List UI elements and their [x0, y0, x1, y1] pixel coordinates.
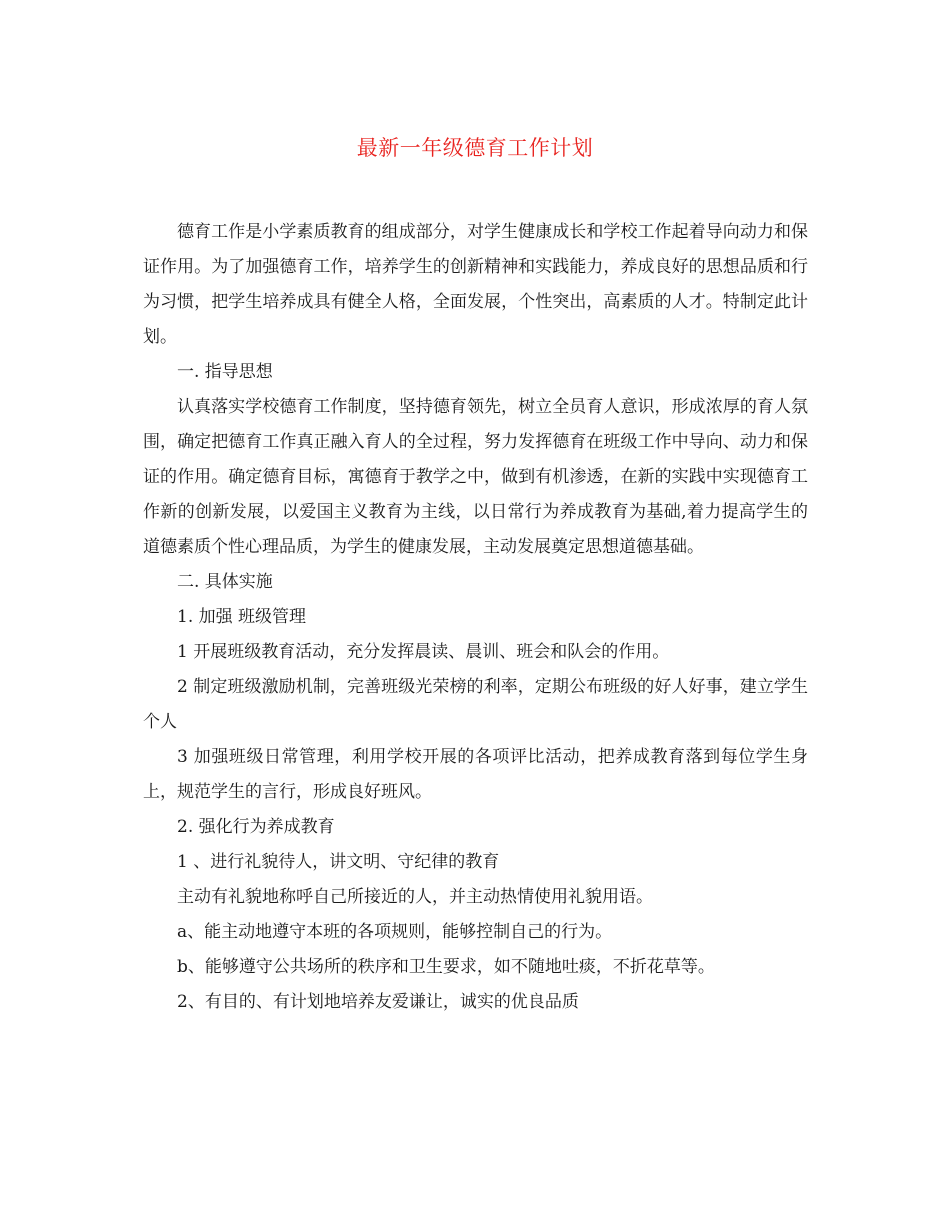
list-item: 3 加强班级日常管理，利用学校开展的各项评比活动，把养成教育落到每位学生身上，规范学生的言行，形成良好班风。	[143, 747, 808, 802]
section-heading-guiding-ideology: 一. 指导思想	[177, 362, 273, 382]
intro-paragraph: 德育工作是小学素质教育的组成部分，对学生健康成长和学校工作起着导向动力和保证作用。为了加强德育工作，培养学生的创新精神和实践能力，养成良好的思想品质和行为习惯，把学生培养成具有健全人格，全面发展，个性突出，高素质的人才。特制定此计划。	[143, 222, 808, 347]
guiding-ideology-paragraph: 认真落实学校德育工作制度，坚持德育领先，树立全员育人意识，形成浓厚的育人氛围，确定把德育工作真正融入育人的全过程，努力发挥德育在班级工作中导向、动力和保证的作用。确定德育目标，寓德育于教学之中，做到有机渗透，在新的实践中实现德育工作新的创新发展，以爱国主义教育为主线，以日常行为养成教育为基础,着力提高学生的道德素质个性心理品质，为学生的健康发展，主动发展奠定思想道德基础。	[143, 397, 808, 557]
list-item: 2、有目的、有计划地培养友爱谦让，诚实的优良品质	[177, 992, 579, 1012]
list-item: b、能够遵守公共场所的秩序和卫生要求，如不随地吐痰，不折花草等。	[177, 957, 715, 977]
subheading-behavior-education: 2. 强化行为养成教育	[177, 817, 335, 837]
document-title: 最新一年级德育工作计划	[356, 136, 594, 160]
list-item: a、能主动地遵守本班的各项规则，能够控制自己的行为。	[177, 922, 613, 942]
list-item: 主动有礼貌地称呼自己所接近的人，并主动热情使用礼貌用语。	[177, 887, 653, 907]
list-item: 2 制定班级激励机制，完善班级光荣榜的利率，定期公布班级的好人好事，建立学生个人	[143, 677, 808, 732]
list-item: 1 、进行礼貌待人，讲文明、守纪律的教育	[177, 852, 500, 872]
document-body	[143, 215, 808, 1020]
list-item: 1 开展班级教育活动，充分发挥晨读、晨训、班会和队会的作用。	[177, 642, 670, 662]
subheading-class-management: 1. 加强 班级管理	[177, 607, 307, 627]
section-heading-implementation: 二. 具体实施	[177, 572, 273, 592]
